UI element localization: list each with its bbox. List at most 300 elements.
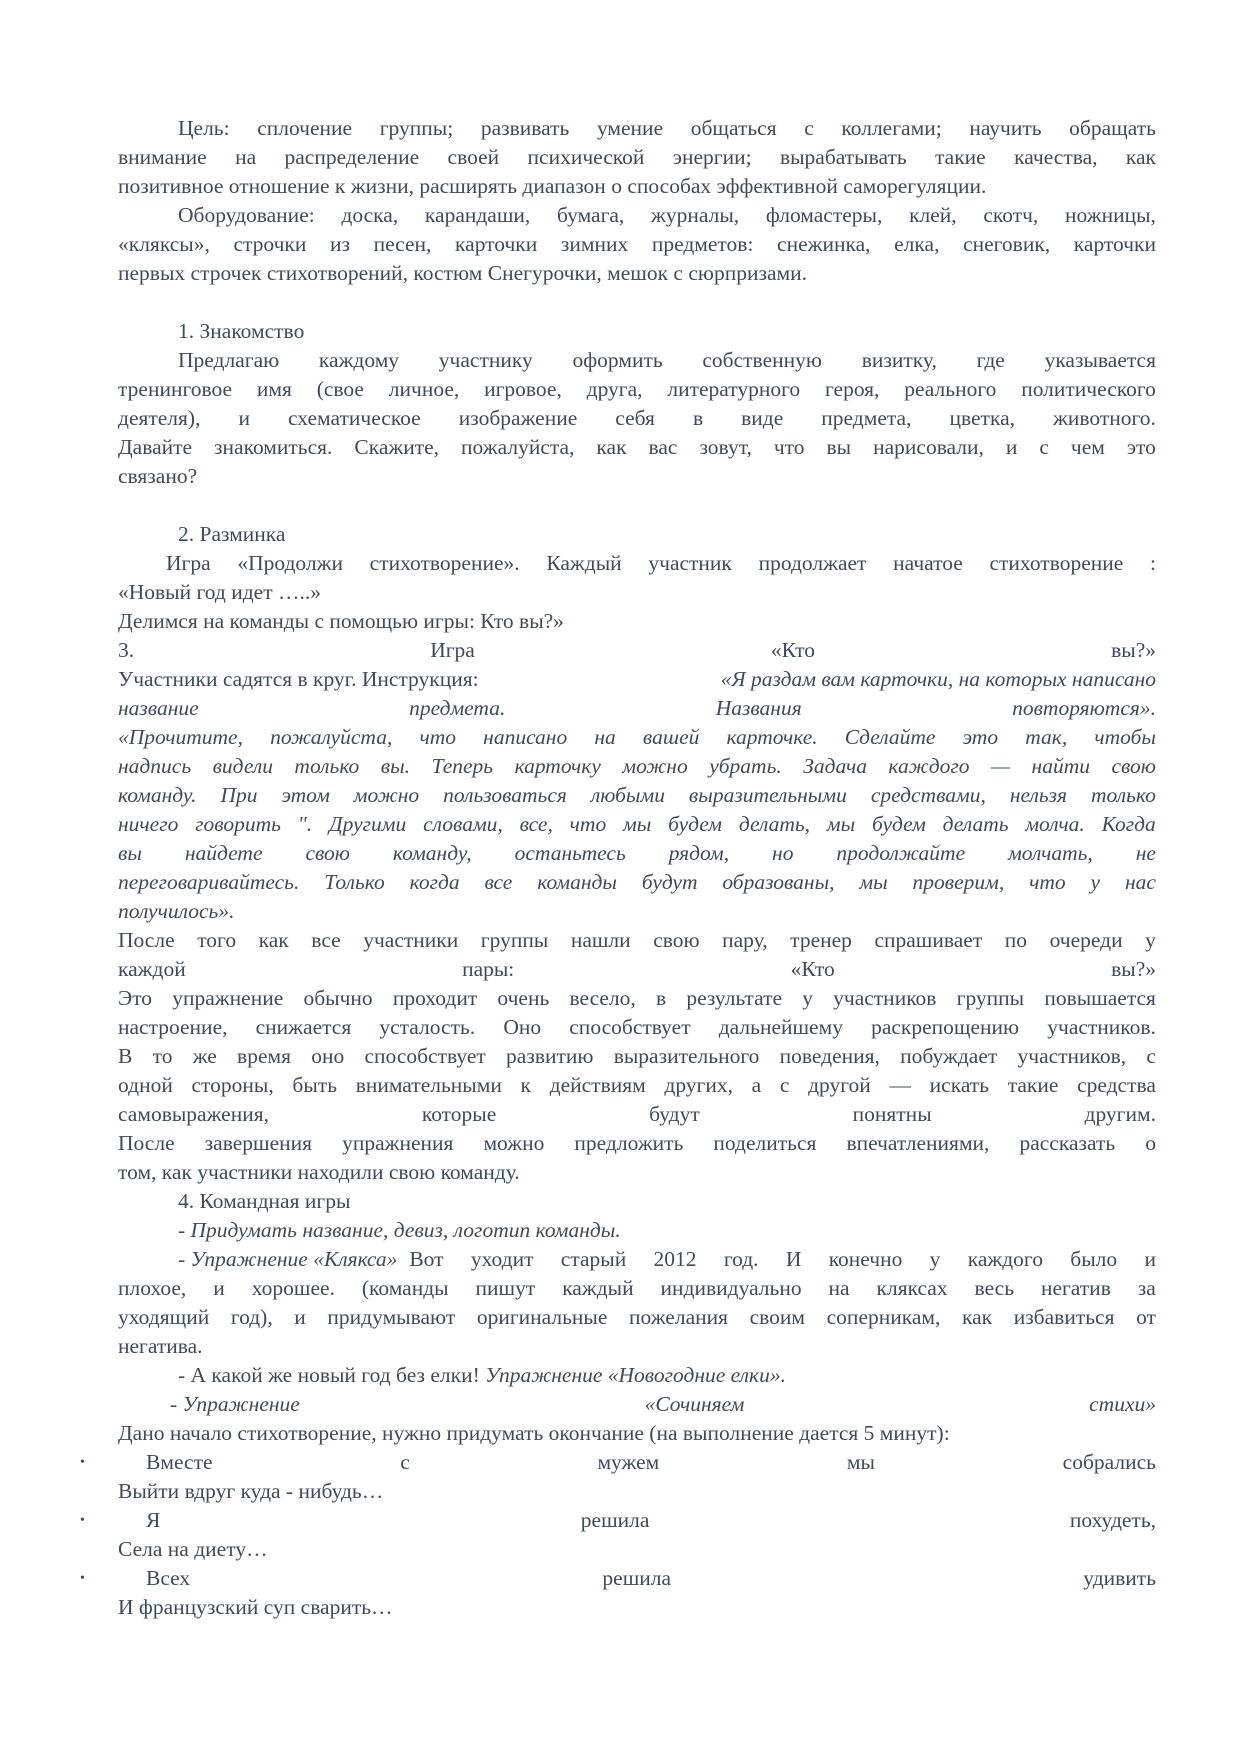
- word: вы?»: [1111, 638, 1156, 662]
- verse-first-line: [80, 1506, 1156, 1535]
- word: где: [976, 348, 1005, 372]
- word: коллегами;: [841, 116, 942, 140]
- text-line: [118, 868, 1156, 897]
- word: что: [569, 812, 607, 836]
- word: средствами,: [870, 783, 986, 807]
- word: указывается: [1044, 348, 1156, 372]
- word: «Кто: [790, 957, 835, 981]
- word: проходит: [392, 986, 478, 1010]
- word: психической: [527, 145, 645, 169]
- text-line: [118, 1013, 1156, 1042]
- word: пожелания: [629, 1305, 729, 1329]
- word: внимание: [118, 145, 207, 169]
- verse-2: [80, 1506, 1156, 1564]
- word: Когда: [1101, 812, 1156, 836]
- word: доска,: [341, 203, 399, 227]
- word: клей,: [909, 203, 957, 227]
- word: карточки: [455, 232, 538, 256]
- word: чтобы: [1094, 725, 1156, 749]
- word: снежинка,: [777, 232, 871, 256]
- verse-second-line: И французский суп сварить…: [118, 1595, 393, 1619]
- word: строчки: [233, 232, 307, 256]
- word: участников: [833, 986, 937, 1010]
- word: стихотворение: [989, 551, 1124, 575]
- word: можно: [622, 754, 688, 778]
- word: свою: [653, 928, 700, 952]
- word: это: [1126, 435, 1156, 459]
- blank-line: [118, 288, 1156, 317]
- word: внимательными: [355, 1073, 502, 1097]
- word: останьтесь: [514, 841, 626, 865]
- word: пожалуйста,: [461, 435, 575, 459]
- word: нарисовали,: [873, 435, 984, 459]
- word: пользоваться: [443, 783, 567, 807]
- text-line: [409, 1245, 1156, 1274]
- equipment-paragraph: [118, 201, 1156, 288]
- word: с: [779, 1073, 790, 1097]
- word: проверим,: [912, 870, 1005, 894]
- word: стихотворение».: [369, 551, 520, 575]
- word: развивать: [480, 116, 570, 140]
- word: плохое,: [118, 1276, 187, 1300]
- word: «Сочиняем: [644, 1392, 745, 1416]
- word: визитку,: [861, 348, 937, 372]
- blank-line: [118, 491, 1156, 520]
- word: из: [329, 232, 350, 256]
- word: ножницы,: [1065, 203, 1156, 227]
- verse-first-line: [80, 1564, 1156, 1593]
- word: будем: [668, 812, 723, 836]
- word: уходящий: [118, 1305, 210, 1329]
- word: будут: [649, 1102, 700, 1126]
- word: «Прочитите,: [118, 725, 243, 749]
- word: предмета.: [409, 696, 506, 720]
- word: способствует: [364, 1044, 486, 1068]
- goal-paragraph: [118, 114, 1156, 201]
- word: личное,: [388, 377, 460, 401]
- word: бумага,: [556, 203, 625, 227]
- word: собственную: [702, 348, 822, 372]
- word: умение: [596, 116, 664, 140]
- word: обращать: [1069, 116, 1156, 140]
- word: ничего: [118, 812, 179, 836]
- word: вы: [826, 435, 852, 459]
- word: каждой: [118, 957, 186, 981]
- verse-second-line: Выйти вдруг куда - нибудь…: [118, 1479, 384, 1503]
- list-item: - Упражнение «Клякса» Вот уходит старый 2012 год. И конечно у каждого было и: [118, 1245, 1156, 1274]
- word: героя,: [825, 377, 880, 401]
- text-line: [118, 694, 1156, 723]
- word: мужем: [597, 1450, 660, 1474]
- word: по: [1004, 928, 1028, 952]
- text-line: [118, 810, 1156, 839]
- word: оригинальные: [476, 1305, 608, 1329]
- word: спрашивает: [874, 928, 983, 952]
- word: не: [1135, 841, 1156, 865]
- word: карточки: [1073, 232, 1156, 256]
- word: оно: [311, 1044, 345, 1068]
- word: в: [692, 406, 704, 430]
- word: нельзя: [1009, 783, 1068, 807]
- text-line: [118, 433, 1156, 462]
- word: начатое: [893, 551, 963, 575]
- word: елка,: [894, 232, 940, 256]
- word: своим: [749, 1305, 806, 1329]
- text-line: [118, 230, 1156, 259]
- word: индивидуально: [660, 1276, 802, 1300]
- word: за: [1137, 1276, 1156, 1300]
- word: распределение: [284, 145, 420, 169]
- word: вырабатывать: [779, 145, 907, 169]
- word: вы.: [380, 754, 411, 778]
- word: говорить: [195, 812, 281, 836]
- word: Сделайте: [844, 725, 936, 749]
- word: то: [152, 1044, 173, 1068]
- word: журналы,: [651, 203, 740, 227]
- word: участников.: [1047, 1015, 1156, 1039]
- text-line: [118, 1042, 1156, 1071]
- text-line: [118, 201, 1156, 230]
- word: убрать.: [709, 754, 782, 778]
- word: и: [294, 1305, 306, 1329]
- word: от: [1136, 1305, 1156, 1329]
- word: нашли: [570, 928, 631, 952]
- word: энергии;: [672, 145, 752, 169]
- word: весь: [974, 1276, 1014, 1300]
- word: Вместе: [146, 1450, 213, 1474]
- word: но: [772, 841, 794, 865]
- word: «кляксы»,: [118, 232, 210, 256]
- word: и: [1144, 1247, 1156, 1271]
- section-heading-3: [118, 636, 1156, 665]
- list-item: - Придумать название, девиз, логотип команды.: [178, 1218, 621, 1242]
- word: это: [962, 725, 999, 749]
- section-heading-1: 1. Знакомство: [178, 319, 305, 343]
- word: Предлагаю: [178, 348, 280, 372]
- word: участников,: [1017, 1044, 1127, 1068]
- text-line: [118, 926, 1156, 955]
- word: раскрепощению: [871, 1015, 1020, 1039]
- word: Названия: [715, 696, 802, 720]
- text-line: [118, 1303, 1156, 1332]
- word: с: [1039, 435, 1049, 459]
- word: все: [311, 928, 341, 952]
- word: команду.: [118, 783, 197, 807]
- word: словами,: [423, 812, 503, 836]
- word: рассказать: [1019, 1131, 1116, 1155]
- verse-first-line: [80, 1448, 1156, 1477]
- text-line: позитивное отношение к жизни, расширять диапазон о способах эффективной саморегуляции.: [118, 174, 987, 198]
- word: «Продолжи: [237, 551, 343, 575]
- word: конечно: [828, 1247, 903, 1271]
- word: литературного: [667, 377, 801, 401]
- word: группы: [956, 986, 1025, 1010]
- word: песен,: [373, 232, 432, 256]
- word: участник: [648, 551, 732, 575]
- word: Скажите,: [354, 435, 440, 459]
- word: действиям: [549, 1073, 646, 1097]
- text-line: связано?: [118, 464, 198, 488]
- word: каждого: [888, 754, 970, 778]
- word: вы?»: [1111, 957, 1156, 981]
- word: деятеля),: [118, 406, 201, 430]
- word: и: [213, 1276, 225, 1300]
- word: такие: [935, 145, 986, 169]
- word: игровое,: [484, 377, 562, 401]
- bullet-icon: •: [80, 1455, 85, 1470]
- text-line: негатива.: [118, 1334, 203, 1358]
- word: Задача: [803, 754, 867, 778]
- word: Цель:: [178, 116, 230, 140]
- word: команду,: [392, 841, 472, 865]
- word: продолжайте: [836, 841, 966, 865]
- word: мы: [859, 870, 888, 894]
- word: предложить: [574, 1131, 684, 1155]
- word: собрались: [1062, 1450, 1156, 1474]
- word: выразительными: [688, 783, 847, 807]
- word: год.: [723, 1247, 759, 1271]
- word: В: [118, 1044, 133, 1068]
- word: группы;: [379, 116, 454, 140]
- word: Теперь: [431, 754, 494, 778]
- word: самовыражения,: [118, 1102, 269, 1126]
- word: с: [400, 1450, 410, 1474]
- word: же: [192, 1044, 217, 1068]
- word: мы: [846, 1450, 875, 1474]
- word: Давайте: [118, 435, 193, 459]
- word: когда: [409, 870, 460, 894]
- text-line: [118, 781, 1156, 810]
- word: образованы,: [722, 870, 835, 894]
- word: так,: [1025, 725, 1068, 749]
- word: повышается: [1044, 986, 1156, 1010]
- word: того: [197, 928, 237, 952]
- word: нас: [1124, 870, 1156, 894]
- text-line: [118, 143, 1156, 172]
- word: придумывают: [327, 1305, 456, 1329]
- word: скотч,: [983, 203, 1039, 227]
- word: животного.: [1053, 406, 1156, 430]
- word: будем: [871, 812, 926, 836]
- word: фломастеры,: [765, 203, 883, 227]
- word: и: [1005, 435, 1018, 459]
- word: с: [1146, 1044, 1156, 1068]
- verse-second-line: Села на диету…: [118, 1537, 268, 1561]
- text-line: [118, 955, 1156, 984]
- text-line: [118, 984, 1156, 1013]
- text-line: Дано начало стихотворение, нужно придумать окончание (на выполнение дается 5 минут):: [118, 1421, 950, 1445]
- word: свою: [305, 841, 350, 865]
- word: такие: [1007, 1073, 1059, 1097]
- word: все,: [519, 812, 553, 836]
- word: завершения: [204, 1131, 313, 1155]
- word: найдете: [184, 841, 263, 865]
- word: Оборудование:: [178, 203, 315, 227]
- section-heading-2: 2. Разминка: [178, 522, 286, 546]
- word: сплочение: [257, 116, 353, 140]
- word: вы: [118, 841, 142, 865]
- word: своей: [447, 145, 500, 169]
- word: хорошее.: [251, 1276, 335, 1300]
- word: как: [596, 435, 627, 459]
- word: тренинговое: [118, 377, 233, 401]
- word: поделиться: [713, 1131, 817, 1155]
- word: себя: [615, 406, 655, 430]
- word: старый: [560, 1247, 627, 1271]
- word: свою: [1111, 754, 1156, 778]
- word: научить: [969, 116, 1042, 140]
- text-line: [118, 404, 1156, 433]
- word: (свое: [316, 377, 364, 401]
- text-line: [118, 346, 1156, 375]
- word: —: [889, 1073, 911, 1097]
- word: похудеть,: [1069, 1508, 1156, 1532]
- word: общаться: [690, 116, 777, 140]
- word: вас: [648, 435, 678, 459]
- word: Оно: [503, 1015, 542, 1039]
- word: переговаривайтесь.: [118, 870, 300, 894]
- word: схематическое: [288, 406, 421, 430]
- word: было: [1070, 1247, 1118, 1271]
- word: знакомиться.: [214, 435, 333, 459]
- word: надпись: [118, 754, 192, 778]
- word: имя: [256, 377, 292, 401]
- word: этом: [281, 783, 330, 807]
- word: название: [118, 696, 199, 720]
- text-line: [118, 1274, 1156, 1303]
- word: каждого: [967, 1247, 1043, 1271]
- word: повторяются».: [1012, 696, 1156, 720]
- word: время: [237, 1044, 291, 1068]
- word: средства: [1077, 1073, 1156, 1097]
- word: мы: [623, 812, 652, 836]
- word: негатив: [1040, 1276, 1111, 1300]
- word: решила: [580, 1508, 650, 1532]
- word: снижается: [255, 1015, 352, 1039]
- word: зовут,: [699, 435, 752, 459]
- verse-3: [80, 1564, 1156, 1622]
- word: чем: [1070, 435, 1105, 459]
- word: пишут: [475, 1276, 536, 1300]
- word: с: [804, 116, 814, 140]
- word: на: [828, 1276, 850, 1300]
- word: настроение,: [118, 1015, 228, 1039]
- text-line: [118, 549, 1156, 578]
- word: впечатлениями,: [846, 1131, 990, 1155]
- text-line: Участники садятся в круг. Инструкция: «Я раздам вам карточки, на которых написано: [118, 667, 1156, 691]
- word: только: [1091, 783, 1156, 807]
- word: ".: [297, 812, 313, 836]
- list-item: - А какой же новый год без елки! Упражнение «Новогодние елки».: [178, 1363, 786, 1387]
- word: реального: [904, 377, 997, 401]
- word: можно: [353, 783, 420, 807]
- word: у: [929, 1247, 941, 1271]
- word: искать: [929, 1073, 990, 1097]
- word: предмета,: [821, 406, 912, 430]
- word: (команды: [361, 1276, 449, 1300]
- word: изображение: [458, 406, 578, 430]
- word: других,: [664, 1073, 733, 1097]
- word: 2012: [653, 1247, 697, 1271]
- word: как: [1125, 145, 1156, 169]
- text-line: «Новый год идет …..»: [118, 580, 321, 604]
- word: выразительного: [613, 1044, 760, 1068]
- word: участники: [363, 928, 459, 952]
- word: пару,: [722, 928, 768, 952]
- word: решила: [602, 1566, 672, 1590]
- word: в: [655, 986, 667, 1010]
- word: поведения,: [779, 1044, 880, 1068]
- word: Я: [146, 1508, 161, 1532]
- word: карандаши,: [424, 203, 531, 227]
- word: что: [419, 725, 457, 749]
- word: год),: [230, 1305, 273, 1329]
- word: рядом,: [668, 841, 730, 865]
- section-heading-4: 4. Командная игры: [178, 1189, 351, 1213]
- word: видели: [212, 754, 273, 778]
- word: группы: [480, 928, 549, 952]
- word: у: [802, 986, 813, 1010]
- word: зимних: [560, 232, 629, 256]
- word: очень: [497, 986, 550, 1010]
- word: другим.: [1084, 1102, 1156, 1126]
- word: у: [1090, 870, 1101, 894]
- word: Вот: [409, 1247, 444, 1271]
- text-line: Делимся на команды с помощью игры: Кто вы?»: [118, 609, 564, 633]
- word: предметов:: [651, 232, 754, 256]
- word: о: [1145, 1131, 1156, 1155]
- word: пары:: [462, 957, 515, 981]
- word: уходит: [470, 1247, 534, 1271]
- word: понятны: [852, 1102, 932, 1126]
- text-line: [118, 1071, 1156, 1100]
- word: упражнение: [172, 986, 284, 1010]
- text-line: том, как участники находили свою команду.: [118, 1160, 520, 1184]
- bullet-icon: •: [80, 1571, 85, 1586]
- word: Каждый: [546, 551, 622, 575]
- text-line: [118, 114, 1156, 143]
- word: как: [961, 1305, 993, 1329]
- word: политического: [1021, 377, 1156, 401]
- word: И: [785, 1247, 802, 1271]
- word: каждый: [562, 1276, 634, 1300]
- word: молча.: [1025, 812, 1085, 836]
- word: кляксах: [876, 1276, 948, 1300]
- text-line: [118, 752, 1156, 781]
- word: «Кто: [770, 638, 816, 662]
- word: и: [238, 406, 250, 430]
- word: очереди: [1049, 928, 1123, 952]
- word: мы: [826, 812, 856, 836]
- word: все: [484, 870, 513, 894]
- word: Другими: [328, 812, 407, 836]
- word: Это: [118, 986, 153, 1010]
- word: найти: [1031, 754, 1090, 778]
- text-line: получилось».: [118, 899, 235, 923]
- word: делать,: [738, 812, 811, 836]
- word: к: [520, 1073, 531, 1097]
- text-line: [118, 1129, 1156, 1158]
- word: которые: [421, 1102, 497, 1126]
- word: каждому: [318, 348, 400, 372]
- word: друга,: [586, 377, 643, 401]
- word: способствует: [569, 1015, 691, 1039]
- word: стороны,: [191, 1073, 274, 1097]
- word: 3.: [118, 638, 135, 662]
- word: а: [751, 1073, 762, 1097]
- word: снеговик,: [963, 232, 1051, 256]
- word: пожалуйста,: [270, 725, 393, 749]
